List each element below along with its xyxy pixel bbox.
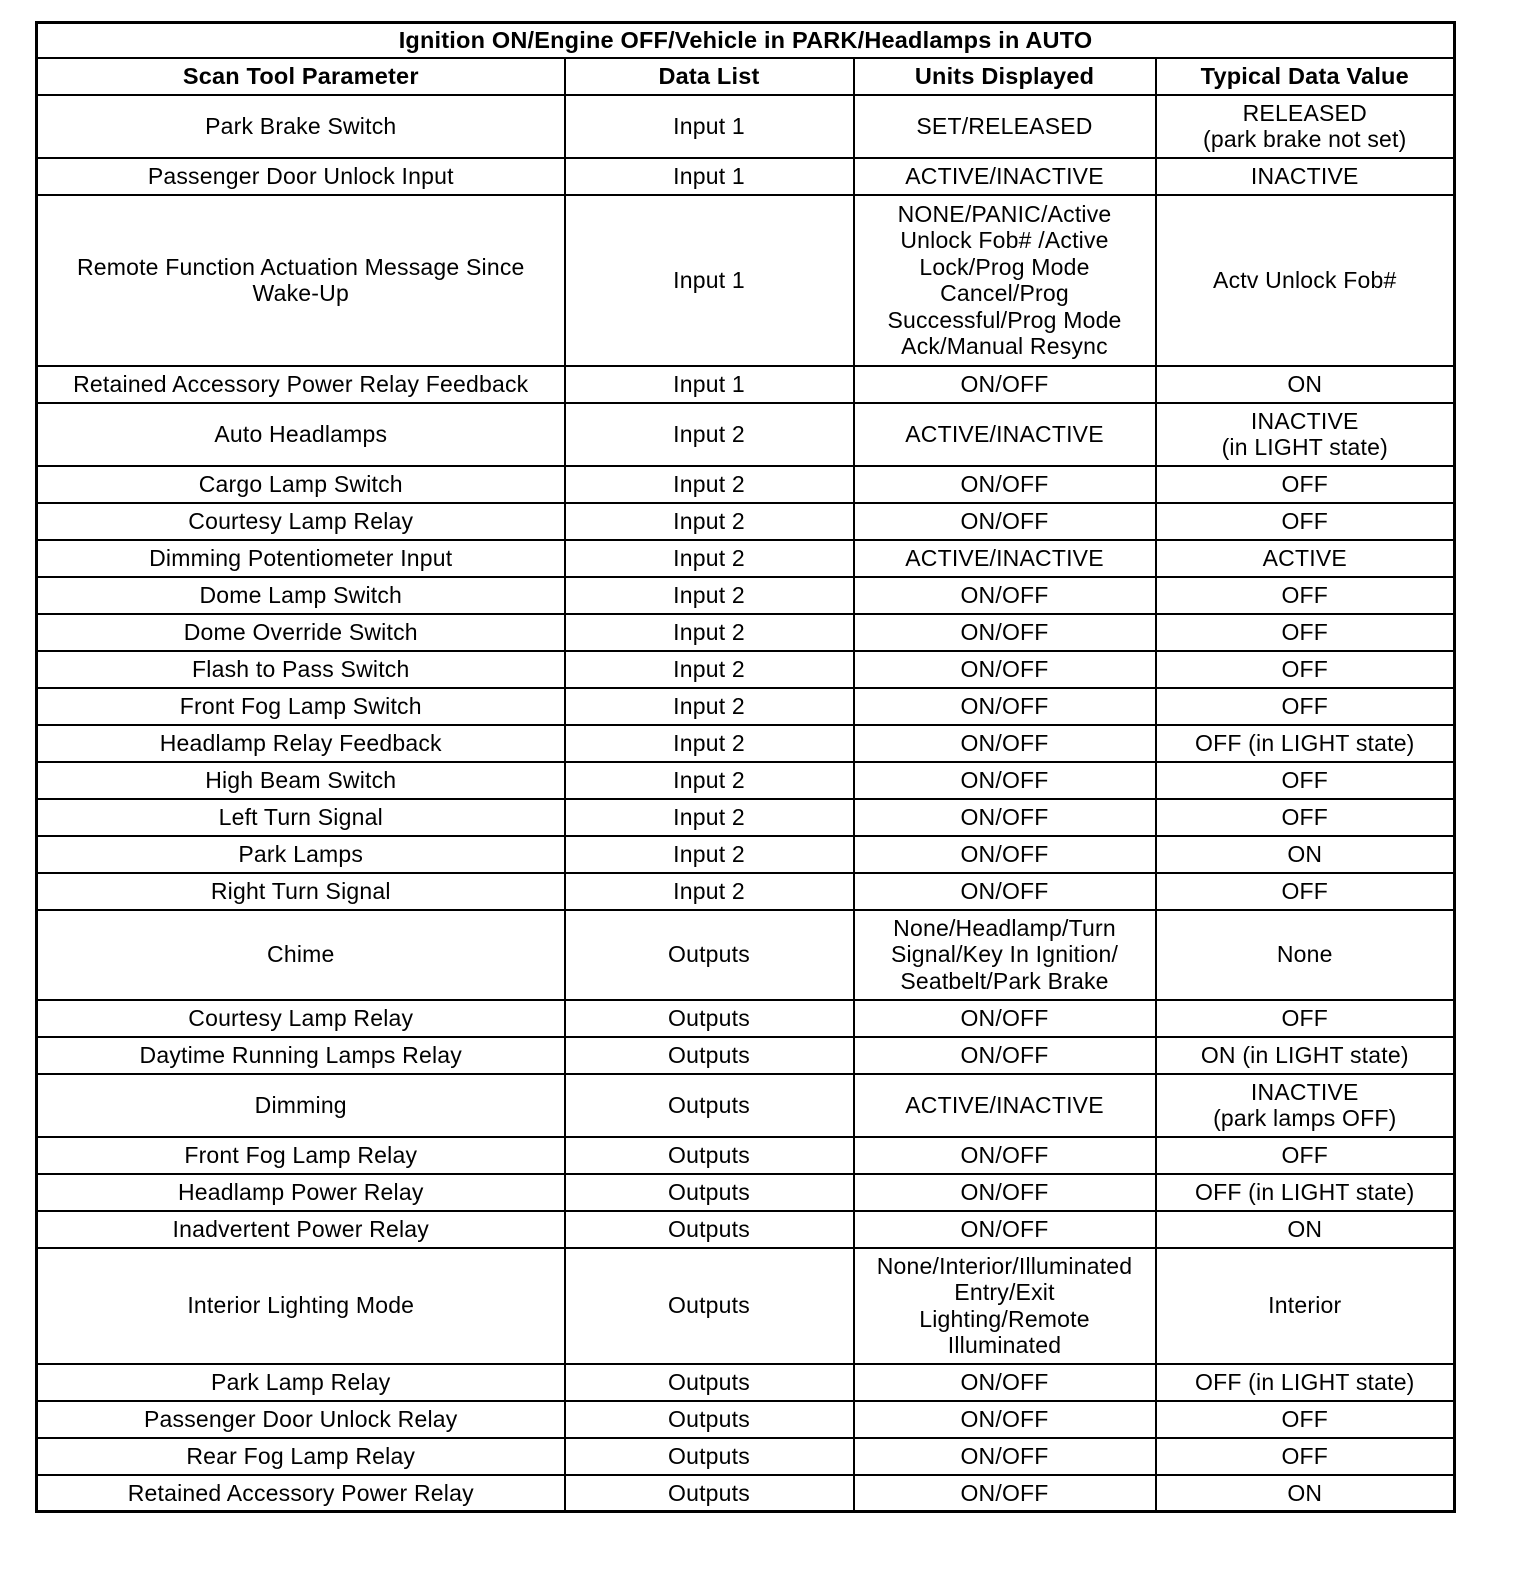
cell-typical-value: ON (1156, 1211, 1455, 1248)
cell-parameter: Park Lamp Relay (37, 1364, 565, 1401)
cell-data-list: Input 2 (565, 403, 854, 466)
cell-parameter: Dome Lamp Switch (37, 577, 565, 614)
cell-units: ON/OFF (854, 1037, 1156, 1074)
cell-units: ON/OFF (854, 366, 1156, 403)
table-row (37, 614, 1455, 651)
cell-units: NONE/PANIC/Active Unlock Fob# /Active Lock/Prog Mode Cancel/Prog Successful/Prog Mode Ack/Manual Resync (854, 195, 1156, 366)
table-title: Ignition ON/Engine OFF/Vehicle in PARK/Headlamps in AUTO (37, 23, 1455, 58)
cell-parameter: Dimming Potentiometer Input (37, 540, 565, 577)
column-header-typical: Typical Data Value (1156, 58, 1455, 95)
cell-data-list: Input 2 (565, 651, 854, 688)
cell-data-list: Input 2 (565, 614, 854, 651)
cell-parameter: Courtesy Lamp Relay (37, 1000, 565, 1037)
cell-parameter: Flash to Pass Switch (37, 651, 565, 688)
cell-typical-value: OFF (1156, 614, 1455, 651)
cell-units: None/Interior/Illuminated Entry/Exit Lighting/Remote Illuminated (854, 1248, 1156, 1364)
cell-units: ON/OFF (854, 799, 1156, 836)
table-row (37, 540, 1455, 577)
cell-typical-value: INACTIVE (in LIGHT state) (1156, 403, 1455, 466)
cell-parameter: Front Fog Lamp Switch (37, 688, 565, 725)
table-row (37, 799, 1455, 836)
cell-data-list: Outputs (565, 1248, 854, 1364)
cell-typical-value: ON (in LIGHT state) (1156, 1037, 1455, 1074)
cell-parameter: Chime (37, 910, 565, 1000)
table-row (37, 910, 1455, 1000)
cell-parameter: Front Fog Lamp Relay (37, 1137, 565, 1174)
cell-data-list: Outputs (565, 1475, 854, 1512)
table-row (37, 577, 1455, 614)
cell-parameter: Passenger Door Unlock Input (37, 158, 565, 195)
table-body (37, 95, 1455, 1512)
cell-typical-value: OFF (1156, 762, 1455, 799)
table-row (37, 403, 1455, 466)
cell-parameter: Park Brake Switch (37, 95, 565, 158)
cell-units: SET/RELEASED (854, 95, 1156, 158)
cell-units: ON/OFF (854, 725, 1156, 762)
table-row (37, 158, 1455, 195)
cell-data-list: Input 1 (565, 95, 854, 158)
column-header-units: Units Displayed (854, 58, 1156, 95)
cell-units: ON/OFF (854, 1174, 1156, 1211)
table-row (37, 195, 1455, 366)
cell-parameter: Courtesy Lamp Relay (37, 503, 565, 540)
table-row (37, 1211, 1455, 1248)
column-header-data-list: Data List (565, 58, 854, 95)
table-row (37, 1364, 1455, 1401)
cell-data-list: Input 2 (565, 762, 854, 799)
table-row (37, 836, 1455, 873)
cell-typical-value: OFF (1156, 1401, 1455, 1438)
cell-typical-value: INACTIVE (park lamps OFF) (1156, 1074, 1455, 1137)
cell-data-list: Input 2 (565, 799, 854, 836)
table-row (37, 95, 1455, 158)
cell-data-list: Input 2 (565, 688, 854, 725)
cell-units: None/Headlamp/Turn Signal/Key In Ignition/ Seatbelt/Park Brake (854, 910, 1156, 1000)
cell-parameter: Interior Lighting Mode (37, 1248, 565, 1364)
cell-parameter: Retained Accessory Power Relay Feedback (37, 366, 565, 403)
cell-data-list: Outputs (565, 1364, 854, 1401)
cell-typical-value: None (1156, 910, 1455, 1000)
cell-typical-value: OFF (1156, 688, 1455, 725)
cell-parameter: Headlamp Relay Feedback (37, 725, 565, 762)
cell-parameter: Auto Headlamps (37, 403, 565, 466)
cell-data-list: Outputs (565, 1401, 854, 1438)
cell-units: ON/OFF (854, 1364, 1156, 1401)
cell-typical-value: OFF (in LIGHT state) (1156, 725, 1455, 762)
cell-typical-value: OFF (1156, 799, 1455, 836)
cell-typical-value: OFF (1156, 651, 1455, 688)
cell-parameter: Passenger Door Unlock Relay (37, 1401, 565, 1438)
table-row (37, 1248, 1455, 1364)
cell-typical-value: OFF (1156, 1000, 1455, 1037)
table-title-row (37, 23, 1455, 58)
cell-units: ON/OFF (854, 577, 1156, 614)
cell-typical-value: OFF (1156, 577, 1455, 614)
cell-typical-value: ON (1156, 1475, 1455, 1512)
cell-units: ON/OFF (854, 503, 1156, 540)
cell-units: ON/OFF (854, 688, 1156, 725)
cell-parameter: Park Lamps (37, 836, 565, 873)
cell-data-list: Outputs (565, 1137, 854, 1174)
table-row (37, 1037, 1455, 1074)
table-row (37, 873, 1455, 910)
cell-units: ON/OFF (854, 466, 1156, 503)
cell-data-list: Input 2 (565, 836, 854, 873)
column-header-row (37, 58, 1455, 95)
table-row (37, 503, 1455, 540)
cell-units: ON/OFF (854, 1438, 1156, 1475)
cell-data-list: Input 2 (565, 540, 854, 577)
cell-data-list: Input 2 (565, 577, 854, 614)
table-row (37, 1174, 1455, 1211)
cell-typical-value: OFF (1156, 466, 1455, 503)
cell-parameter: High Beam Switch (37, 762, 565, 799)
table-row (37, 1475, 1455, 1512)
table-row (37, 1401, 1455, 1438)
cell-parameter: Inadvertent Power Relay (37, 1211, 565, 1248)
cell-parameter: Rear Fog Lamp Relay (37, 1438, 565, 1475)
cell-parameter: Remote Function Actuation Message Since Wake-Up (37, 195, 565, 366)
cell-units: ON/OFF (854, 1000, 1156, 1037)
cell-units: ON/OFF (854, 1401, 1156, 1438)
cell-typical-value: OFF (in LIGHT state) (1156, 1364, 1455, 1401)
table-row (37, 1074, 1455, 1137)
cell-data-list: Outputs (565, 1037, 854, 1074)
table-row (37, 1000, 1455, 1037)
column-header-parameter: Scan Tool Parameter (37, 58, 565, 95)
cell-units: ON/OFF (854, 873, 1156, 910)
cell-parameter: Left Turn Signal (37, 799, 565, 836)
cell-typical-value: Interior (1156, 1248, 1455, 1364)
cell-units: ON/OFF (854, 614, 1156, 651)
table-row (37, 651, 1455, 688)
cell-data-list: Input 1 (565, 366, 854, 403)
table-row (37, 366, 1455, 403)
cell-data-list: Input 1 (565, 158, 854, 195)
cell-units: ON/OFF (854, 762, 1156, 799)
cell-typical-value: ACTIVE (1156, 540, 1455, 577)
cell-typical-value: Actv Unlock Fob# (1156, 195, 1455, 366)
cell-units: ON/OFF (854, 1475, 1156, 1512)
cell-data-list: Input 2 (565, 503, 854, 540)
cell-data-list: Input 2 (565, 725, 854, 762)
cell-data-list: Outputs (565, 1174, 854, 1211)
cell-data-list: Outputs (565, 1438, 854, 1475)
cell-typical-value: OFF (1156, 873, 1455, 910)
cell-data-list: Outputs (565, 910, 854, 1000)
cell-data-list: Input 2 (565, 466, 854, 503)
cell-parameter: Dome Override Switch (37, 614, 565, 651)
table-row (37, 762, 1455, 799)
table-row (37, 1438, 1455, 1475)
cell-typical-value: ON (1156, 836, 1455, 873)
cell-typical-value: INACTIVE (1156, 158, 1455, 195)
table-row (37, 688, 1455, 725)
cell-units: ACTIVE/INACTIVE (854, 1074, 1156, 1137)
table-row (37, 466, 1455, 503)
cell-data-list: Outputs (565, 1074, 854, 1137)
cell-data-list: Input 1 (565, 195, 854, 366)
cell-units: ON/OFF (854, 1211, 1156, 1248)
cell-units: ON/OFF (854, 1137, 1156, 1174)
cell-units: ON/OFF (854, 836, 1156, 873)
table-row (37, 1137, 1455, 1174)
cell-typical-value: OFF (1156, 1137, 1455, 1174)
cell-data-list: Input 2 (565, 873, 854, 910)
cell-units: ON/OFF (854, 651, 1156, 688)
cell-typical-value: OFF (1156, 1438, 1455, 1475)
cell-parameter: Retained Accessory Power Relay (37, 1475, 565, 1512)
cell-typical-value: RELEASED (park brake not set) (1156, 95, 1455, 158)
cell-data-list: Outputs (565, 1211, 854, 1248)
table-row (37, 725, 1455, 762)
cell-parameter: Dimming (37, 1074, 565, 1137)
cell-units: ACTIVE/INACTIVE (854, 403, 1156, 466)
cell-units: ACTIVE/INACTIVE (854, 540, 1156, 577)
cell-typical-value: ON (1156, 366, 1455, 403)
cell-typical-value: OFF (in LIGHT state) (1156, 1174, 1455, 1211)
cell-parameter: Daytime Running Lamps Relay (37, 1037, 565, 1074)
cell-data-list: Outputs (565, 1000, 854, 1037)
scan-tool-data-table (35, 21, 1456, 1513)
cell-parameter: Headlamp Power Relay (37, 1174, 565, 1211)
cell-units: ACTIVE/INACTIVE (854, 158, 1156, 195)
cell-parameter: Cargo Lamp Switch (37, 466, 565, 503)
cell-typical-value: OFF (1156, 503, 1455, 540)
cell-parameter: Right Turn Signal (37, 873, 565, 910)
